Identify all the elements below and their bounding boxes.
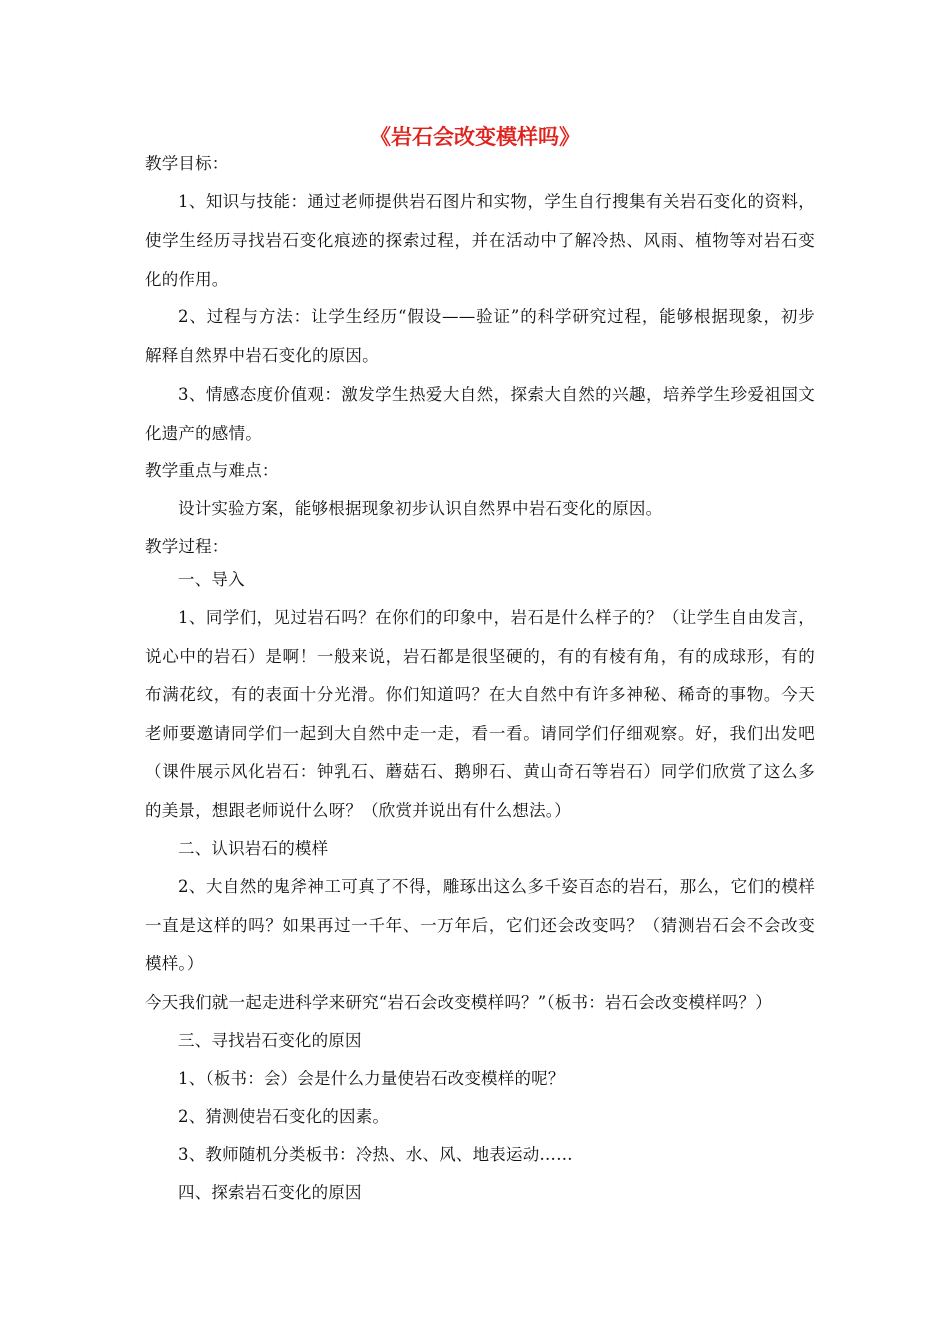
paragraph-line: 化遗产的感情。 — [145, 424, 262, 443]
paragraph-line: （课件展示风化岩石：钟乳石、蘑菇石、鹅卵石、黄山奇石等岩石）同学们欣赏了这么多 — [145, 762, 815, 781]
section-heading: 三、寻找岩石变化的原因 — [178, 1031, 362, 1050]
section-heading: 四、探索岩石变化的原因 — [178, 1183, 362, 1202]
paragraph-line: 老师要邀请同学们一起到大自然中走一走，看一看。请同学们仔细观察。好，我们出发吧 — [145, 724, 815, 743]
document-title: 《岩石会改变模样吗》 — [370, 125, 580, 149]
paragraph-line: 说心中的岩石）是啊！一般来说，岩石都是很坚硬的，有的有棱有角，有的成球形，有的 — [145, 647, 815, 666]
paragraph-line: 2、大自然的鬼斧神工可真了不得，雕琢出这么多千姿百态的岩石，那么，它们的模样 — [178, 877, 815, 896]
paragraph-line: 1、（板书：会）会是什么力量使岩石改变模样的呢？ — [178, 1069, 565, 1088]
section-heading: 二、认识岩石的模样 — [178, 839, 329, 858]
paragraph-line: 使学生经历寻找岩石变化痕迹的探索过程，并在活动中了解冷热、风雨、植物等对岩石变 — [145, 231, 815, 250]
paragraph-line: 解释自然界中岩石变化的原因。 — [145, 346, 379, 365]
paragraph-line: 设计实验方案，能够根据现象初步认识自然界中岩石变化的原因。 — [178, 499, 663, 518]
heading-key-points: 教学重点与难点： — [145, 461, 279, 480]
paragraph-line: 化的作用。 — [145, 270, 229, 289]
paragraph-line: 3、教师随机分类板书：冷热、水、风、地表运动…… — [178, 1145, 573, 1164]
paragraph-line: 1、同学们，见过岩石吗？在你们的印象中，岩石是什么样子的？（让学生自由发言， — [178, 608, 815, 627]
paragraph-line: 模样。） — [145, 954, 204, 973]
heading-process: 教学过程： — [145, 537, 229, 556]
paragraph-line: 2、猜测使岩石变化的因素。 — [178, 1107, 390, 1126]
paragraph-line: 布满花纹，有的表面十分光滑。你们知道吗？在大自然中有许多神秘、稀奇的事物。今天 — [145, 685, 815, 704]
paragraph-line: 1、知识与技能：通过老师提供岩石图片和实物，学生自行搜集有关岩石变化的资料， — [178, 192, 815, 211]
paragraph-line: 的美景，想跟老师说什么呀？（欣赏并说出有什么想法。） — [145, 801, 571, 820]
paragraph-line: 3、情感态度价值观：激发学生热爱大自然，探索大自然的兴趣，培养学生珍爱祖国文 — [178, 385, 815, 404]
paragraph-line: 今天我们就一起走进科学来研究“岩石会改变模样吗？”（板书：岩石会改变模样吗？） — [145, 993, 772, 1012]
section-heading: 一、导入 — [178, 570, 245, 589]
paragraph-line: 2、过程与方法：让学生经历“假设——验证”的科学研究过程，能够根据现象，初步 — [178, 307, 815, 326]
paragraph-line: 一直是这样的吗？如果再过一千年、一万年后，它们还会改变吗？（猜测岩石会不会改变 — [145, 916, 815, 935]
heading-objectives: 教学目标： — [145, 154, 229, 173]
